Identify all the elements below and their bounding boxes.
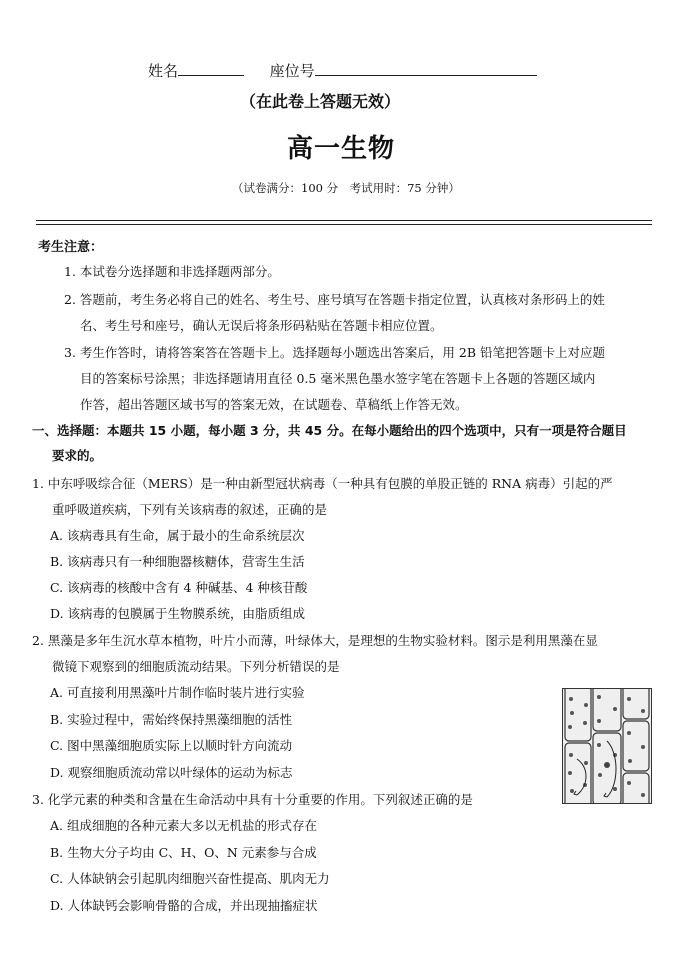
q1-stem-line-1: 1. 中东呼吸综合征（MERS）是一种由新型冠状病毒（一种具有包膜的单股正链的 RNA 病毒）引起的严 (32, 476, 613, 491)
notice-heading: 考生注意： (38, 240, 104, 255)
divider-bottom (36, 224, 652, 225)
notice-item-3-line-3: 作答，超出答题区域书写的答案无效，在试题卷、草稿纸上作答无效。 (80, 397, 468, 412)
name-label: 姓名 (148, 62, 179, 80)
q1-option-c: C. 该病毒的核酸中含有 4 种碱基、4 种核苷酸 (50, 580, 308, 595)
cell-micrograph-drawing (563, 689, 651, 803)
name-field (148, 60, 537, 81)
section-heading-line-2: 要求的。 (52, 448, 103, 463)
q3-option-c: C. 人体缺钠会引起肌肉细胞兴奋性提高、肌肉无力 (50, 871, 330, 886)
notice-item-1: 1. 本试卷分选择题和非选择题两部分。 (64, 264, 280, 279)
q3-stem: 3. 化学元素的种类和含量在生命活动中具有十分重要的作用。下列叙述正确的是 (32, 792, 473, 807)
notice-item-3-line-1: 3. 考生作答时，请将答案答在答题卡上。选择题每小题选出答案后，用 2B 铅笔把答题卡上对应题 (64, 345, 605, 360)
q2-stem-line-2: 微镜下观察到的细胞质流动结果。下列分析错误的是 (52, 659, 340, 674)
q1-option-a: A. 该病毒具有生命，属于最小的生命系统层次 (50, 528, 305, 543)
q1-option-d: D. 该病毒的包膜属于生物膜系统，由脂质组成 (50, 606, 306, 621)
notice-item-2-line-1: 2. 答题前，考生务必将自己的姓名、考生号、座号填写在答题卡指定位置，认真核对条形码上的姓 (64, 292, 605, 307)
divider-top (36, 220, 652, 221)
section-heading-line-1: 一、选择题：本题共 15 小题，每小题 3 分，共 45 分。在每小题给出的四个选项中，只有一项是符合题目 (32, 423, 627, 438)
invalid-note: （在此卷上答题无效） (240, 92, 401, 111)
q3-option-d: D. 人体缺钙会影响骨骼的合成，并出现抽搐症状 (50, 898, 318, 913)
q2-stem-line-1: 2. 黑藻是多年生沉水草本植物，叶片小而薄，叶绿体大，是理想的生物实验材料。图示是利用黑藻在显 (32, 633, 598, 648)
seat-label: 座位号 (269, 62, 315, 80)
q2-option-b: B. 实验过程中，需始终保持黑藻细胞的活性 (50, 712, 293, 727)
elodea-cell-figure (562, 688, 652, 804)
q3-option-a: A. 组成细胞的各种元素大多以无机盐的形式存在 (50, 818, 317, 833)
q2-option-c: C. 图中黑藻细胞质实际上以顺时针方向流动 (50, 738, 293, 753)
name-blank (178, 61, 244, 76)
q2-option-d: D. 观察细胞质流动常以叶绿体的运动为标志 (50, 765, 293, 780)
q2-option-a: A. 可直接利用黑藻叶片制作临时装片进行实验 (50, 685, 305, 700)
q1-stem-line-2: 重呼吸道疾病，下列有关该病毒的叙述，正确的是 (52, 502, 328, 517)
q1-option-b: B. 该病毒只有一种细胞器核糖体，营寄生生活 (50, 554, 305, 569)
notice-item-2-line-2: 名、考生号和座号，确认无误后将条形码粘贴在答题卡相应位置。 (80, 318, 443, 333)
page-title: 高一生物 (287, 134, 396, 164)
q3-option-b: B. 生物大分子均由 C、H、O、N 元素参与合成 (50, 845, 317, 860)
notice-item-3-line-2: 目的答案标号涂黑；非选择题请用直径 0.5 毫米黑色墨水签字笔在答题卡上各题的答题区域内 (80, 371, 596, 386)
exam-info: （试卷满分：100 分 考试用时：75 分钟） (232, 181, 460, 195)
seat-blank (315, 61, 537, 76)
